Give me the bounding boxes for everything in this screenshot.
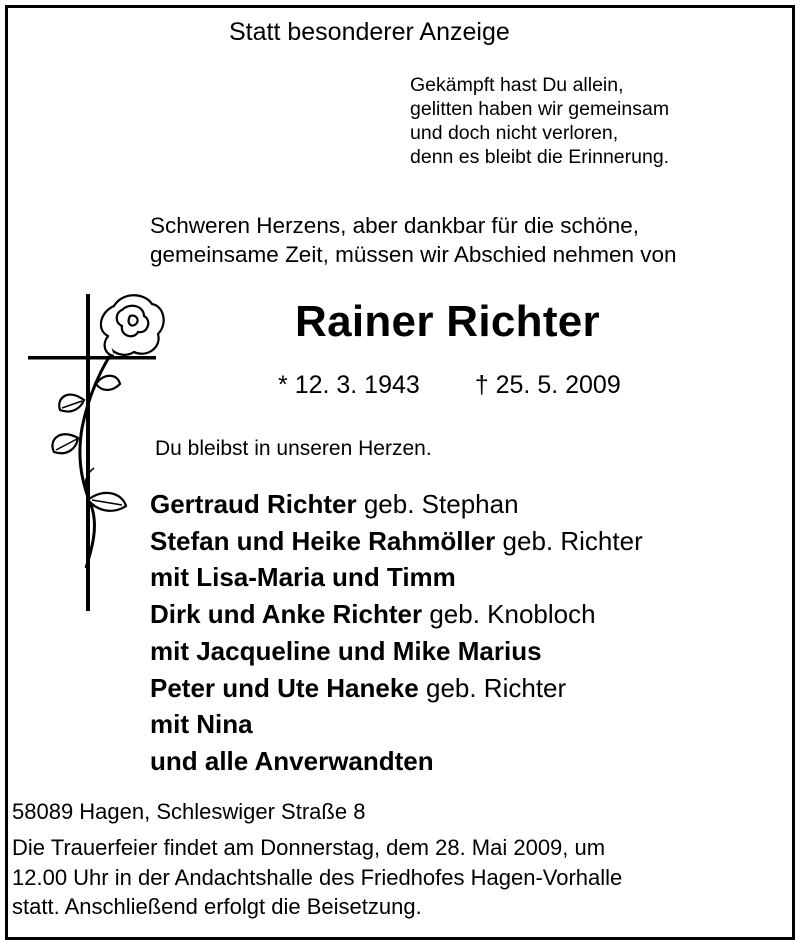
mourner-entry (150, 486, 643, 523)
death-symbol: † (474, 371, 489, 399)
mourner-entry (150, 596, 643, 633)
mourner-entry (150, 670, 643, 707)
maiden-name: geb. Knobloch (429, 599, 596, 630)
maiden-name: geb. Stephan (363, 489, 519, 519)
intro-line: Schweren Herzens, aber dankbar für die schöne, (150, 213, 640, 238)
maiden-name: geb. Richter (425, 672, 567, 703)
poem-line: gelitten haben wir gemeinsam (410, 98, 670, 120)
poem-line: denn es bleibt die Erinnerung. (410, 146, 670, 168)
motto: Du bleibst in unseren Herzen. (155, 437, 432, 460)
funeral-details (12, 833, 622, 922)
intro-line: gemeinsame Zeit, müssen wir Abschied nehmen von (150, 242, 677, 267)
mourner-entry (150, 523, 643, 560)
mourner-entry (150, 743, 643, 780)
mourner-name: Dirk und Anke Richter (150, 599, 423, 630)
mourner-name: mit Nina (150, 709, 253, 740)
mourner-name: Gertraud Richter (150, 489, 357, 519)
mourner-entry (150, 633, 643, 670)
intro-text (150, 211, 677, 269)
mourner-entry (150, 706, 643, 743)
family-address: 58089 Hagen, Schleswiger Straße 8 (12, 799, 366, 824)
death-date: 25. 5. 2009 (495, 371, 621, 399)
mourners-list (150, 486, 643, 780)
mourner-entry (150, 559, 643, 596)
mourner-name: und alle Anverwandten (150, 745, 434, 776)
maiden-name: geb. Richter (502, 525, 643, 556)
poem (410, 73, 669, 169)
mourner-name: Peter und Ute Haneke (150, 672, 419, 703)
poem-line: Gekämpft hast Du allein, (410, 74, 624, 96)
mourner-name: mit Lisa-Maria und Timm (150, 562, 456, 593)
deceased-name: Rainer Richter (295, 297, 600, 346)
notice-header: Statt besonderer Anzeige (229, 18, 510, 46)
mourner-name: mit Jacqueline und Mike Marius (150, 635, 542, 666)
funeral-line: Die Trauerfeier findet am Donnerstag, dem 28. Mai 2009, um (12, 835, 606, 860)
birth-date: 12. 3. 1943 (294, 371, 420, 399)
birth-symbol: * (278, 371, 288, 399)
poem-line: und doch nicht verloren, (410, 122, 619, 144)
funeral-line: 12.00 Uhr in der Andachtshalle des Friedhofes Hagen-Vorhalle (12, 864, 623, 890)
life-dates (278, 371, 621, 400)
mourner-name: Stefan und Heike Rahmöller (150, 525, 496, 556)
funeral-line: statt. Anschließend erfolgt die Beisetzung. (12, 894, 422, 919)
